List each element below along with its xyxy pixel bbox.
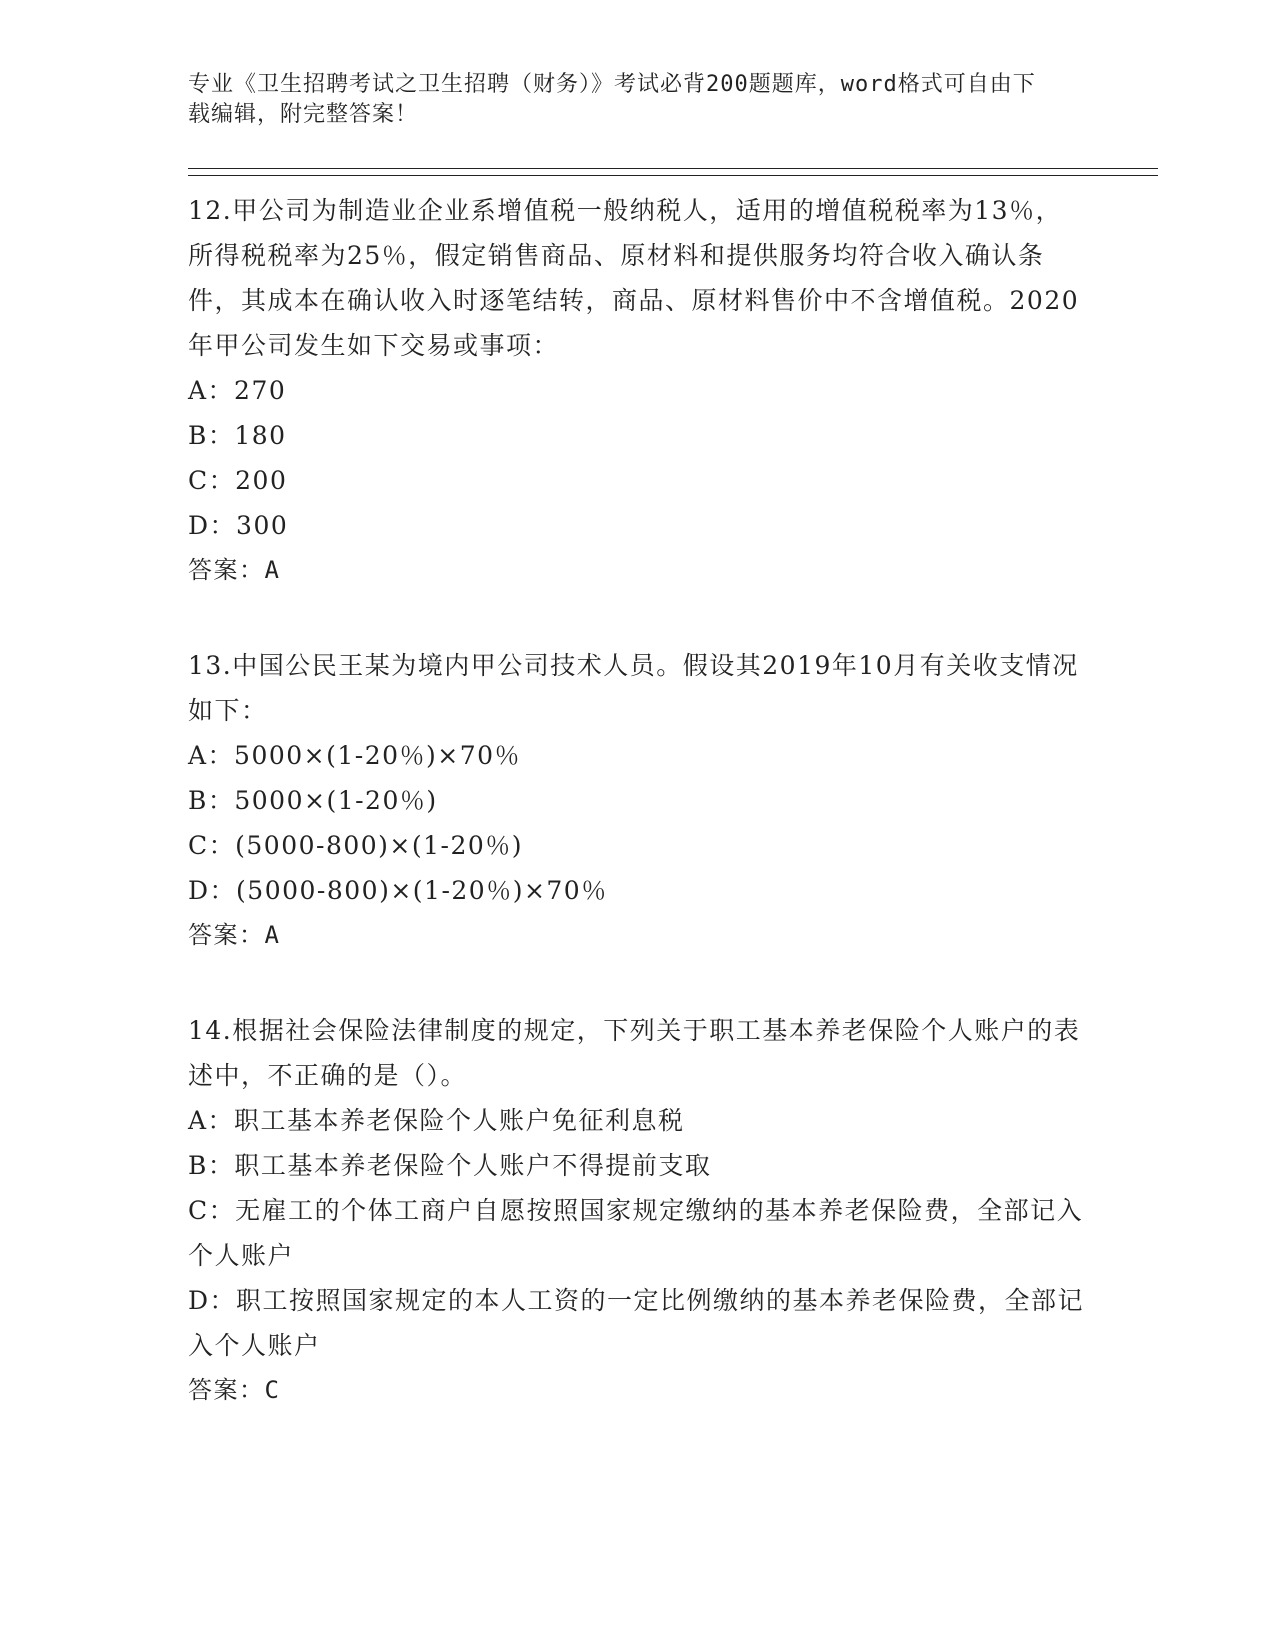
option-c: C：无雇工的个体工商户自愿按照国家规定缴纳的基本养老保险费，全部记入个人账户 [188,1196,1084,1270]
option-a: A：职工基本养老保险个人账户免征利息税 [188,1106,685,1135]
option-c: C：200 [188,466,288,495]
document-header: 专业《卫生招聘考试之卫生招聘（财务）》考试必背200题题库，word格式可自由下载编辑，附完整答案！ [188,72,1036,127]
answer-line: 答案：C [188,1376,281,1404]
question-12 [188,188,1158,593]
answer-line: 答案：A [188,556,281,584]
option-c: C：(5000-800)×(1-20％) [188,831,524,860]
option-d: D：职工按照国家规定的本人工资的一定比例缴纳的基本养老保险费，全部记入个人账户 [188,1286,1085,1360]
question-14 [188,1008,1158,1413]
document-page [188,70,1158,1463]
header-double-rule [188,168,1158,176]
question-stem: 14.根据社会保险法律制度的规定，下列关于职工基本养老保险个人账户的表述中，不正确的是（）。 [188,1016,1081,1090]
question-13 [188,643,1158,958]
question-list [188,188,1158,1413]
question-stem: 13.中国公民王某为境内甲公司技术人员。假设其2019年10月有关收支情况如下： [188,651,1079,725]
option-b: B：180 [188,421,287,450]
option-b: B：5000×(1-20％) [188,786,438,815]
option-a: A：270 [188,376,287,405]
question-stem: 12.甲公司为制造业企业系增值税一般纳税人，适用的增值税税率为13％，所得税税率为25％，假定销售商品、原材料和提供服务均符合收入确认条件，其成本在确认收入时逐笔结转，商品、原材料售价中不含增值税。2020年甲公司发生如下交易或事项： [188,196,1080,360]
option-a: A：5000×(1-20％)×70％ [188,741,522,770]
option-d: D：300 [188,511,289,540]
option-b: B：职工基本养老保险个人账户不得提前支取 [188,1151,712,1180]
answer-line: 答案：A [188,921,281,949]
option-d: D：(5000-800)×(1-20％)×70％ [188,876,608,905]
